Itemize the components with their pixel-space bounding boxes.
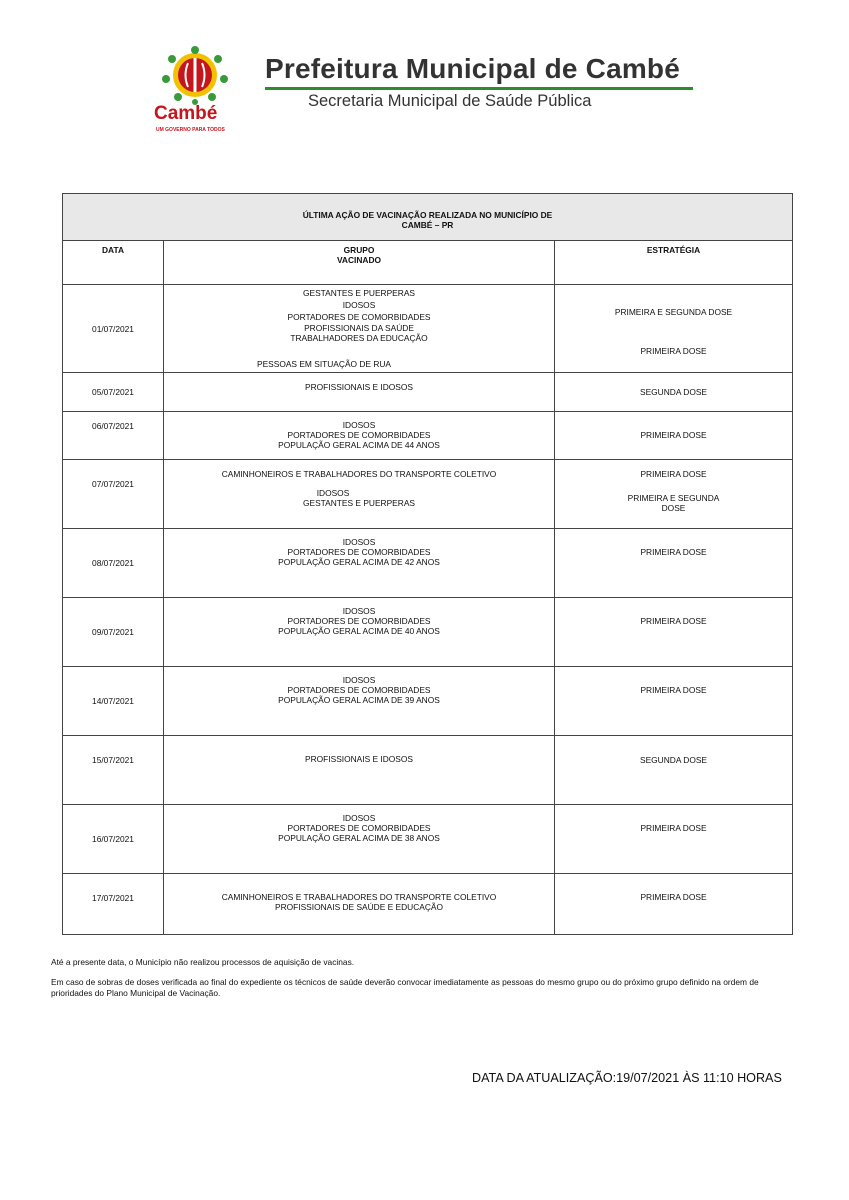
row-strategies: PRIMEIRA DOSE bbox=[555, 805, 793, 874]
row-strategies: SEGUNDA DOSE bbox=[555, 373, 793, 412]
table-row bbox=[63, 805, 793, 874]
table-row bbox=[63, 412, 793, 460]
table-row bbox=[63, 460, 793, 529]
row-date: 17/07/2021 bbox=[63, 874, 164, 935]
row-date: 05/07/2021 bbox=[63, 373, 164, 412]
table-row bbox=[63, 285, 793, 373]
note-acquisition: Até a presente data, o Município não realizou processos de aquisição de vacinas. bbox=[51, 957, 355, 967]
table-title: ÚLTIMA AÇÃO DE VACINAÇÃO REALIZADA NO MUNICÍPIO DE CAMBÉ – PR bbox=[63, 194, 793, 241]
row-groups: IDOSOS PORTADORES DE COMORBIDADES POPULAÇÃO GERAL ACIMA DE 38 ANOS bbox=[164, 805, 555, 874]
table-row bbox=[63, 529, 793, 598]
update-timestamp: DATA DA ATUALIZAÇÃO:19/07/2021 ÀS 11:10 HORAS bbox=[472, 1071, 782, 1085]
logo-tagline: UM GOVERNO PARA TODOS bbox=[156, 127, 225, 133]
row-strategies: PRIMEIRA DOSE bbox=[555, 874, 793, 935]
table-row bbox=[63, 373, 793, 412]
logo-emblem-icon bbox=[150, 45, 240, 107]
row-groups: PROFISSIONAIS E IDOSOS bbox=[164, 736, 555, 805]
table-row bbox=[63, 667, 793, 736]
cambe-logo bbox=[150, 45, 250, 137]
row-groups: PROFISSIONAIS E IDOSOS bbox=[164, 373, 555, 412]
row-date: 14/07/2021 bbox=[63, 667, 164, 736]
row-groups: IDOSOS PORTADORES DE COMORBIDADES POPULAÇÃO GERAL ACIMA DE 40 ANOS bbox=[164, 598, 555, 667]
table-header-row bbox=[63, 241, 793, 285]
logo-wordmark: Cambé bbox=[154, 103, 218, 124]
row-groups: IDOSOS PORTADORES DE COMORBIDADES POPULAÇÃO GERAL ACIMA DE 39 ANOS bbox=[164, 667, 555, 736]
row-groups: CAMINHONEIROS E TRABALHADORES DO TRANSPORTE COLETIVO IDOSOS GESTANTES E PUERPERAS bbox=[164, 460, 555, 529]
row-date: 16/07/2021 bbox=[63, 805, 164, 874]
row-date: 08/07/2021 bbox=[63, 529, 164, 598]
column-header-estrategia: ESTRATÉGIA bbox=[555, 241, 793, 285]
title-divider bbox=[265, 87, 693, 90]
vaccination-table bbox=[62, 193, 793, 935]
table-title-row bbox=[63, 194, 793, 241]
row-strategies: PRIMEIRA E SEGUNDA DOSE PRIMEIRA DOSE bbox=[555, 285, 793, 373]
row-groups: CAMINHONEIROS E TRABALHADORES DO TRANSPORTE COLETIVO PROFISSIONAIS DE SAÚDE E EDUCAÇÃO bbox=[164, 874, 555, 935]
table-row bbox=[63, 598, 793, 667]
column-header-grupo: GRUPO VACINADO bbox=[164, 241, 555, 285]
organization-title: Prefeitura Municipal de Cambé bbox=[265, 53, 681, 84]
column-header-data: DATA bbox=[63, 241, 164, 285]
row-date: 06/07/2021 bbox=[63, 412, 164, 460]
row-strategies: PRIMEIRA DOSE bbox=[555, 598, 793, 667]
row-groups: IDOSOS PORTADORES DE COMORBIDADES POPULAÇÃO GERAL ACIMA DE 44 ANOS bbox=[164, 412, 555, 460]
organization-subtitle: Secretaria Municipal de Saúde Pública bbox=[308, 92, 592, 110]
row-date: 15/07/2021 bbox=[63, 736, 164, 805]
page-header bbox=[150, 45, 710, 140]
note-leftover-doses: Em caso de sobras de doses verificada ao final do expediente os técnicos de saúde deverão convocar imediatamente as pessoas do mesmo grupo ou do próximo grupo definido na ordem de prioridades do Plano Municipal de Vacinação. bbox=[51, 977, 759, 998]
row-date: 07/07/2021 bbox=[63, 460, 164, 529]
row-groups: GESTANTES E PUERPERAS IDOSOS PORTADORES DE COMORBIDADES PROFISSIONAIS DA SAÚDE TRABALHADORES DA EDUCAÇÃO PESSOAS EM SITUAÇÃO DE RUA bbox=[164, 285, 555, 373]
row-strategies: PRIMEIRA DOSE bbox=[555, 412, 793, 460]
row-strategies: PRIMEIRA DOSE bbox=[555, 529, 793, 598]
row-strategies: PRIMEIRA DOSE bbox=[555, 667, 793, 736]
table-row bbox=[63, 874, 793, 935]
row-strategies: SEGUNDA DOSE bbox=[555, 736, 793, 805]
table-row bbox=[63, 736, 793, 805]
row-date: 09/07/2021 bbox=[63, 598, 164, 667]
row-date: 01/07/2021 bbox=[63, 285, 164, 373]
row-groups: IDOSOS PORTADORES DE COMORBIDADES POPULAÇÃO GERAL ACIMA DE 42 ANOS bbox=[164, 529, 555, 598]
row-strategies: PRIMEIRA DOSE PRIMEIRA E SEGUNDA DOSE bbox=[555, 460, 793, 529]
